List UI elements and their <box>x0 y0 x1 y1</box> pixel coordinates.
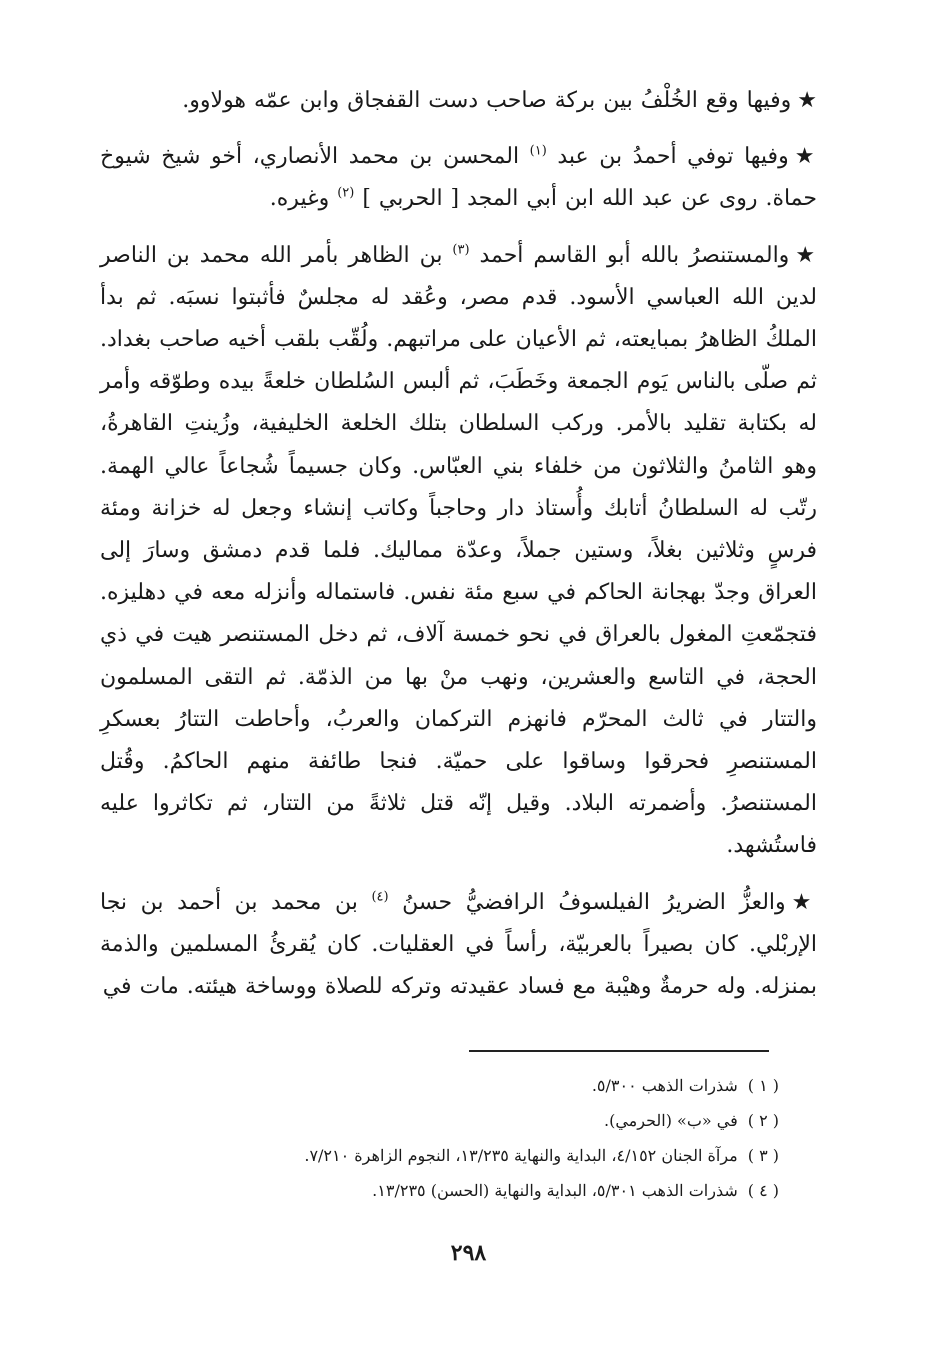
page-number: ٢٩٨ <box>450 1240 487 1266</box>
footnote-text: شذرات الذهب ٥/٣٠١، البداية والنهاية (الحسن) ١٣/٢٣٥. <box>372 1181 738 1200</box>
footnote-ref: (٢) <box>337 186 355 202</box>
footnotes <box>100 1068 779 1208</box>
footnote-number: ( ٢ ) <box>747 1111 779 1130</box>
star-bullet-icon: ★ <box>797 88 817 113</box>
footnote-ref: (٣) <box>452 242 470 258</box>
footnote-number: ( ١ ) <box>747 1076 779 1095</box>
star-bullet-icon: ★ <box>791 889 817 915</box>
paragraph-3 <box>100 235 817 868</box>
paragraph-text: والمستنصرُ بالله أبو القاسم أحمد <box>479 242 790 268</box>
paragraph-text: وفيها وقع الخُلْفُ بين بركة صاحب دست القفجاق وابن عمّه هولاوو. <box>182 88 792 113</box>
footnote-number: ( ٤ ) <box>747 1181 779 1200</box>
paragraph-2 <box>100 136 817 220</box>
footnote-divider <box>469 1050 769 1052</box>
footnote-number: ( ٣ ) <box>747 1146 779 1165</box>
footnote-3 <box>100 1138 779 1173</box>
paragraph-text: وفيها توفي أحمدُ بن عبد <box>557 144 789 170</box>
footnote-text: شذرات الذهب ٥/٣٠٠. <box>591 1076 738 1095</box>
paragraph-text: المحسن بن محمد الأنصاري، أخو شيخ شيوخ حماة. روى عن عبد الله ابن أبي المجد [ الحربي ] <box>100 144 817 212</box>
footnote-ref: (٤) <box>371 889 389 905</box>
footnote-text: في «ب» (الحرمي). <box>604 1111 738 1130</box>
footnote-1 <box>100 1068 779 1103</box>
star-bullet-icon: ★ <box>795 242 817 268</box>
paragraph-text: بن محمد بن أحمد بن نجا الإربْلي. كان بصيراً بالعربيّة، رأساً في العقليات. كان يُقرئُ المسلمين والذمة بمنزله. وله حرمةٌ وهيْبة مع فساد عقيدته وتركه للصلاة ووساخة هيئته. مات في <box>100 889 817 1000</box>
paragraph-text: وغيره. <box>269 186 330 212</box>
paragraph-text: بن الظاهر بأمر الله محمد بن الناصر لدين الله العباسي الأسود. قدم مصر، وعُقد له مجلسٌ فأثبتوا نسبَه. ثم بدأ الملكُ الظاهرُ بمبايعته، ثم الأعيان على مراتبهم. ولُقّب بلقب أخيه صاحب بغداد. ثم صلّى بالناس يَوم الجمعة وخَطَبَ، ثم ألبس السُلطان خلعةً بيده وطوّقه وأمر له بكتابة تقليد بالأمر. وركب السلطان بتلك الخلعة الخليفية، وزُينتِ القاهرةُ، وهو الثامنُ والثلاثون من خلفاء بني العبّاس. وكان جسيماً شُجاعاً عالي الهمة. رتّب له السلطانُ أتابك وأُستاذ دار وحاجباً وكاتب إنشاء وجعل له خزانة ومئة فرسٍ وثلاثين بغلاً، وستين جملاً، وعدّة مماليك. فلما قدم دمشق وسارَ إلى العراق وجدّ بهجانة الحاكم في سبع مئة نفس. فاستماله وأنزله معه في دهليزه. فتجمّعتِ المغول بالعراق في نحو خمسة آلاف، ثم دخل المستنصر هيت في ذي الحجة، في التاسع والعشرين، ونهب منْ بها من الذمّة. ثم التقى المسلمون والتتار في ثالث المحرّم فانهزم التركمان والعربُ، وأحاطت التتارُ بعسكرِ المستنصرِ فحرقوا وساقوا على حميّة. فنجا طائفة منهم الحاكمُ. وقُتل المستنصرُ. وأضمرته البلاد. وقيل إنّه قتل ثلاثةً من التتار، ثم تكاثروا عليه فاستُشهد. <box>100 242 817 859</box>
star-bullet-icon: ★ <box>794 144 817 170</box>
footnote-4 <box>100 1173 779 1208</box>
body-text <box>100 80 817 1008</box>
paragraph-1 <box>100 80 817 122</box>
paragraph-4 <box>100 882 817 1009</box>
paragraph-text: والعزُّ الضريرُ الفيلسوفُ الرافضيُّ حسنُ <box>402 889 786 915</box>
footnote-2 <box>100 1103 779 1138</box>
footnote-ref: (١) <box>529 143 547 159</box>
footnote-text: مرآة الجنان ٤/١٥٢، البداية والنهاية ١٣/٢٣٥، النجوم الزاهرة ٧/٢١٠. <box>304 1146 738 1165</box>
